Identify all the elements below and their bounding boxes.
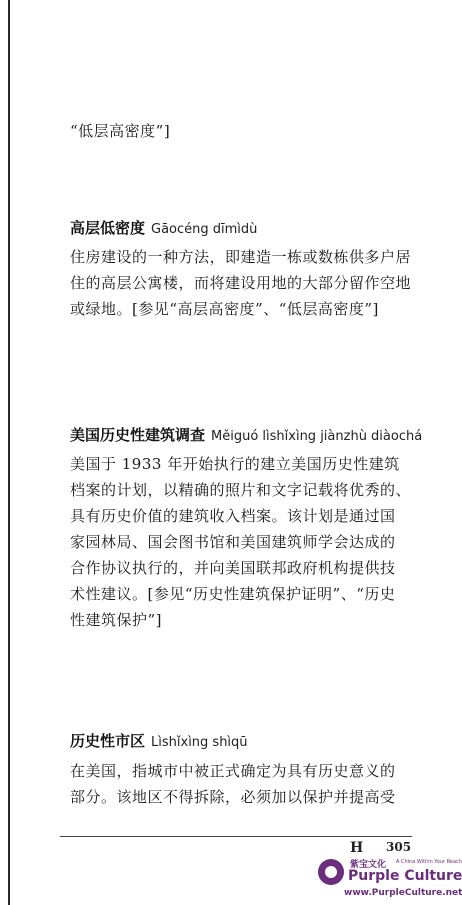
left-margin-rule [8, 0, 10, 905]
text-line: 住房建设的一种方法，即建造一栋或数栋供多户居 [70, 248, 412, 266]
page-number: 305 [386, 840, 412, 854]
text-line: 在美国，指城市中被正式确定为具有历史意义的 [70, 762, 396, 780]
text-line: 美国于 1933 年开始执行的建立美国历史性建筑 [70, 455, 400, 473]
logo-name: Purple Culture [348, 868, 462, 884]
entry-definition [70, 451, 420, 633]
entry-heading [70, 217, 445, 238]
text-line: 合作协议执行的，并向美国联邦政府机构提供技 [70, 559, 396, 577]
text-line: 术性建议。[参见“历史性建筑保护证明”、“历史 [70, 585, 396, 603]
purple-culture-watermark [316, 857, 462, 903]
text-line: 住的高层公寓楼，而将建设用地的大部分留作空地 [70, 274, 412, 292]
entry-term: 历史性市区 [70, 732, 146, 750]
text-line: “低层高密度”] [70, 122, 171, 140]
entry-continuation-text [70, 118, 420, 144]
text-line: 或绿地。[参见“高层高密度”、“低层高密度”] [70, 300, 379, 318]
text-line: 档案的计划，以精确的照片和文字记载将优秀的、 [70, 481, 412, 499]
text-line: 性建筑保护”] [70, 611, 163, 629]
entry-pinyin: Lìshǐxìng shìqū [151, 735, 248, 750]
text-line: 部分。该地区不得拆除，必须加以保护并提高受 [70, 788, 396, 806]
logo-chinese-text: 紫宝文化 [350, 860, 387, 870]
entry-definition [70, 758, 420, 810]
entry-pinyin: Měiguó lìshǐxìng jiànzhù diàochá [211, 429, 423, 444]
entry-heading [70, 730, 445, 751]
text-line: 具有历史价值的建筑收入档案。该计划是通过国 [70, 507, 396, 525]
entry-heading [70, 424, 445, 445]
entry-term: 高层低密度 [70, 219, 146, 237]
footer-rule [60, 836, 412, 837]
logo-tagline: A China Within Your Reach [396, 859, 462, 865]
entry-term: 美国历史性建筑调查 [70, 426, 206, 444]
logo-circle-icon [318, 859, 344, 885]
section-letter: H [350, 840, 364, 856]
logo-url: www.PurpleCulture.net [344, 888, 462, 898]
entry-pinyin: Gāocéng dīmìdù [151, 222, 258, 237]
entry-definition [70, 244, 420, 322]
text-line: 家园林局、国会图书馆和美国建筑师学会达成的 [70, 533, 396, 551]
